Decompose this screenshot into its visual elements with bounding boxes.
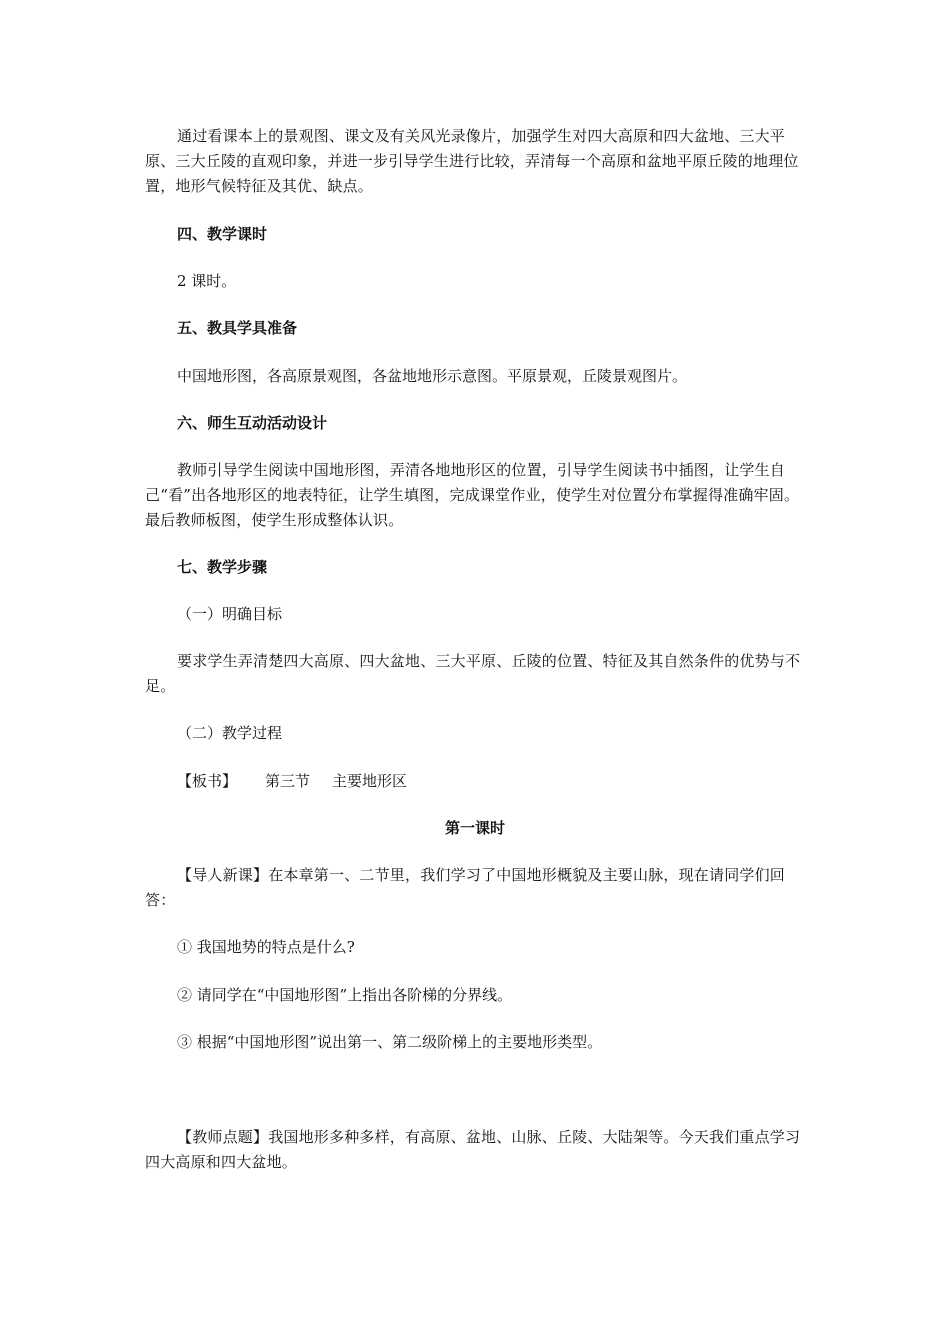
board-label: 【板书】 (177, 772, 238, 790)
intro-lesson-paragraph: 【导人新课】在本章第一、二节里，我们学习了中国地形概貌及主要山脉，现在请同学们回答： (145, 866, 786, 909)
section-heading-interaction: 六、师生互动活动设计 (177, 414, 328, 432)
question-1: ① 我国地势的特点是什么? (177, 938, 355, 956)
subsection-process-title: （二）教学过程 (177, 724, 283, 742)
section-heading-materials: 五、教具学具准备 (177, 319, 298, 337)
teaching-hours-text: 2 课时。 (177, 272, 237, 290)
materials-text: 中国地形图，各高原景观图，各盆地地形示意图。平原景观，丘陵景观图片。 (177, 367, 688, 385)
section-heading-teaching-hours: 四、教学课时 (177, 225, 268, 243)
question-3: ③ 根据“中国地形图”说出第一、第二级阶梯上的主要地形类型。 (177, 1033, 603, 1051)
interaction-paragraph: 教师引导学生阅读中国地形图，弄清各地地形区的位置，引导学生阅读书中插图，让学生自己“看”出各地形区的地表特征，让学生填图，完成课堂作业，使学生对位置分布掌握得准确牢固。最后教师板图，使学生形成整体认识。 (145, 461, 800, 529)
lesson-title: 第一课时 (444, 819, 505, 837)
question-2: ② 请同学在“中国地形图”上指出各阶梯的分界线。 (177, 986, 513, 1004)
board-section: 第三节 (265, 772, 311, 790)
goals-paragraph: 要求学生弄清楚四大高原、四大盆地、三大平原、丘陵的位置、特征及其自然条件的优势与不足。 (145, 652, 801, 695)
intro-paragraph: 通过看课本上的景观图、课文及有关风光录像片，加强学生对四大高原和四大盆地、三大平原、三大丘陵的直观印象，并进一步引导学生进行比较，弄清每一个高原和盆地平原丘陵的地理位置，地形气候特征及其优、缺点。 (145, 127, 799, 195)
teacher-point-paragraph: 【教师点题】我国地形多种多样，有高原、盆地、山脉、丘陵、大陆架等。今天我们重点学习四大高原和四大盆地。 (145, 1128, 801, 1171)
subsection-goals-title: （一）明确目标 (177, 605, 283, 623)
board-title: 主要地形区 (332, 772, 408, 790)
board-line (177, 769, 407, 794)
section-heading-steps: 七、教学步骤 (177, 558, 268, 576)
